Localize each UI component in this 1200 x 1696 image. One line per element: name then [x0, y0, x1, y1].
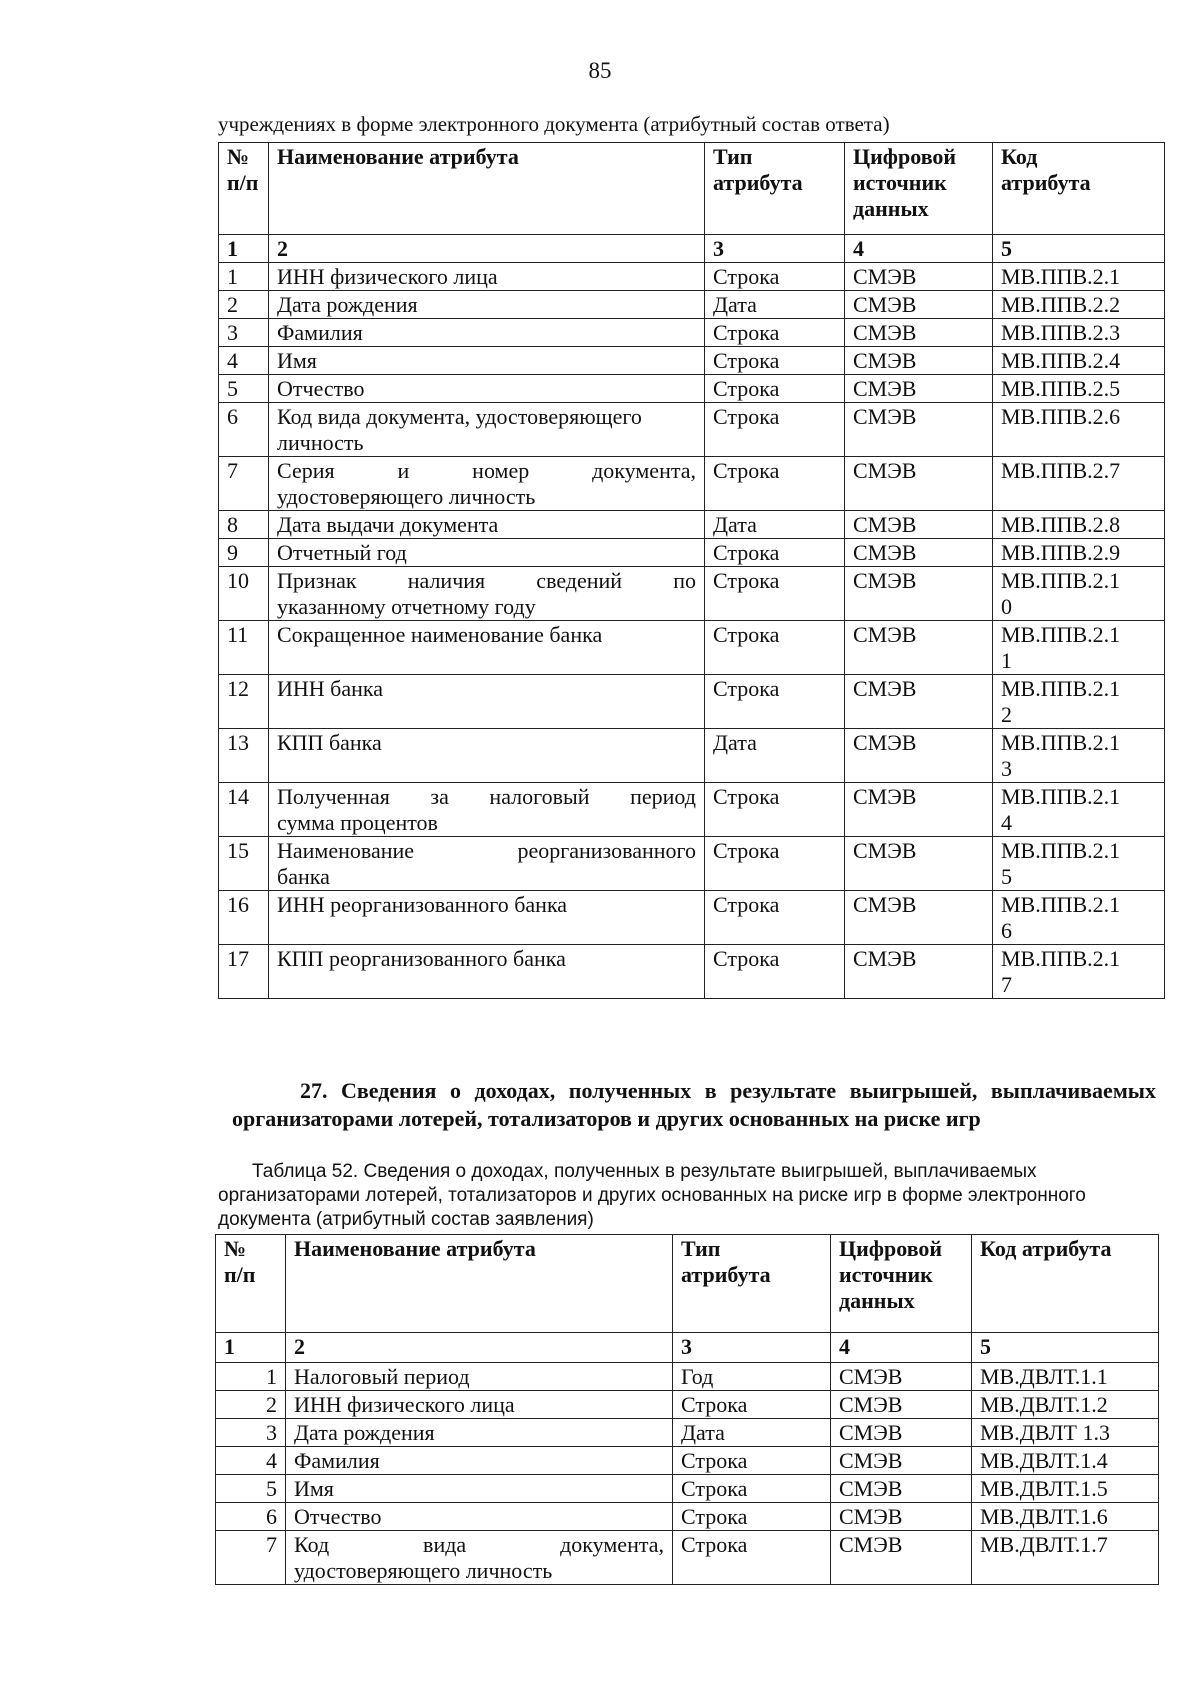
cell-code: МВ.ППВ.2.1 7 — [993, 945, 1165, 999]
header-name: Наименование атрибута — [269, 143, 705, 235]
cell-no: 7 — [216, 1531, 286, 1585]
cell-source: СМЭВ — [845, 511, 993, 539]
cell-code: МВ.ППВ.2.1 2 — [993, 675, 1165, 729]
table-row — [219, 837, 1165, 891]
table-52-caption: Таблица 52. Сведения о доходах, полученных в результате выигрышей, выплачиваемых организаторами лотерей, тотализаторов и других основанных на риске игр в форме электронного документа (атрибутный состав заявления) — [218, 1161, 1086, 1230]
cell-code: МВ.ДВЛТ.1.4 — [972, 1447, 1159, 1475]
header-no: № п/п — [219, 143, 269, 235]
table-row — [219, 891, 1165, 945]
table-row — [216, 1531, 1159, 1585]
table-row — [216, 1503, 1159, 1531]
cell-code: МВ.ДВЛТ.1.6 — [972, 1503, 1159, 1531]
table-row — [216, 1391, 1159, 1419]
cell-name: ИНН банка — [269, 675, 705, 729]
cell-type: Строка — [705, 457, 845, 511]
cell-no: 3 — [216, 1419, 286, 1447]
table-caption-continued: учреждениях в форме электронного документа (атрибутный состав ответа) — [218, 112, 890, 136]
cell-source: СМЭВ — [845, 347, 993, 375]
col-number: 1 — [219, 235, 269, 263]
attributes-table-response — [218, 142, 1165, 999]
col-number: 3 — [673, 1333, 831, 1363]
table-row — [219, 511, 1165, 539]
col-number: 5 — [972, 1333, 1159, 1363]
table-header-row — [219, 143, 1165, 235]
cell-name: Отчество — [269, 375, 705, 403]
cell-source: СМЭВ — [845, 567, 993, 621]
table-row — [219, 347, 1165, 375]
cell-source: СМЭВ — [831, 1419, 972, 1447]
table-row — [216, 1363, 1159, 1391]
cell-no: 1 — [219, 263, 269, 291]
cell-name: Имя — [269, 347, 705, 375]
cell-name: Фамилия — [269, 319, 705, 347]
cell-source: СМЭВ — [845, 729, 993, 783]
cell-name: Сокращенное наименование банка — [269, 621, 705, 675]
table-row — [219, 263, 1165, 291]
cell-source: СМЭВ — [831, 1503, 972, 1531]
cell-type: Дата — [705, 729, 845, 783]
cell-no: 3 — [219, 319, 269, 347]
cell-type: Строка — [705, 347, 845, 375]
cell-code: МВ.ППВ.2.1 0 — [993, 567, 1165, 621]
cell-code: МВ.ППВ.2.1 3 — [993, 729, 1165, 783]
table-header-row — [216, 1235, 1159, 1333]
cell-code: МВ.ППВ.2.8 — [993, 511, 1165, 539]
cell-type: Строка — [673, 1531, 831, 1585]
cell-type: Строка — [705, 539, 845, 567]
cell-name: Дата рождения — [286, 1419, 673, 1447]
cell-code: МВ.ППВ.2.1 4 — [993, 783, 1165, 837]
cell-name: Полученная за налоговый период сумма процентов — [269, 783, 705, 837]
header-source: Цифровой источник данных — [831, 1235, 972, 1333]
cell-type: Строка — [705, 837, 845, 891]
col-number: 5 — [993, 235, 1165, 263]
cell-type: Строка — [705, 621, 845, 675]
column-number-row — [216, 1333, 1159, 1363]
cell-type: Строка — [673, 1503, 831, 1531]
cell-name: Признак наличия сведений по указанному отчетному году — [269, 567, 705, 621]
cell-name: Имя — [286, 1475, 673, 1503]
cell-type: Дата — [705, 511, 845, 539]
col-number: 4 — [831, 1333, 972, 1363]
col-number: 3 — [705, 235, 845, 263]
header-name: Наименование атрибута — [286, 1235, 673, 1333]
cell-source: СМЭВ — [845, 457, 993, 511]
cell-type: Строка — [705, 567, 845, 621]
header-no: № п/п — [216, 1235, 286, 1333]
cell-source: СМЭВ — [831, 1447, 972, 1475]
attributes-table-application — [215, 1234, 1159, 1585]
cell-source: СМЭВ — [845, 403, 993, 457]
cell-code: МВ.ППВ.2.1 1 — [993, 621, 1165, 675]
cell-name: Налоговый период — [286, 1363, 673, 1391]
cell-code: МВ.ППВ.2.6 — [993, 403, 1165, 457]
table-row — [219, 621, 1165, 675]
cell-no: 17 — [219, 945, 269, 999]
cell-name: Наименование реорганизованного банка — [269, 837, 705, 891]
cell-type: Строка — [705, 891, 845, 945]
table-row — [219, 567, 1165, 621]
cell-source: СМЭВ — [831, 1391, 972, 1419]
cell-type: Строка — [673, 1475, 831, 1503]
cell-type: Строка — [705, 319, 845, 347]
cell-source: СМЭВ — [845, 539, 993, 567]
header-type: Тип атрибута — [673, 1235, 831, 1333]
cell-no: 12 — [219, 675, 269, 729]
cell-no: 4 — [219, 347, 269, 375]
cell-type: Дата — [705, 291, 845, 319]
cell-source: СМЭВ — [845, 621, 993, 675]
table-row — [216, 1475, 1159, 1503]
cell-type: Строка — [705, 783, 845, 837]
cell-source: СМЭВ — [845, 263, 993, 291]
section-27-heading: 27. Сведения о доходах, полученных в результате выигрышей, выплачиваемых организаторами лотерей, тотализаторов и других основанных на риске игр — [232, 1078, 1156, 1131]
cell-source: СМЭВ — [845, 319, 993, 347]
cell-no: 10 — [219, 567, 269, 621]
table-row — [219, 675, 1165, 729]
cell-type: Год — [673, 1363, 831, 1391]
cell-no: 2 — [219, 291, 269, 319]
cell-source: СМЭВ — [831, 1363, 972, 1391]
cell-name: Фамилия — [286, 1447, 673, 1475]
cell-code: МВ.ДВЛТ.1.7 — [972, 1531, 1159, 1585]
cell-source: СМЭВ — [831, 1475, 972, 1503]
cell-type: Дата — [673, 1419, 831, 1447]
cell-code: МВ.ППВ.2.7 — [993, 457, 1165, 511]
table-row — [219, 319, 1165, 347]
table-row — [219, 457, 1165, 511]
cell-source: СМЭВ — [845, 891, 993, 945]
col-number: 2 — [269, 235, 705, 263]
cell-source: СМЭВ — [845, 291, 993, 319]
cell-no: 1 — [216, 1363, 286, 1391]
cell-no: 5 — [216, 1475, 286, 1503]
col-number: 4 — [845, 235, 993, 263]
cell-no: 15 — [219, 837, 269, 891]
table-row — [219, 403, 1165, 457]
header-code: Код атрибута — [972, 1235, 1159, 1333]
cell-type: Строка — [705, 675, 845, 729]
cell-no: 7 — [219, 457, 269, 511]
cell-code: МВ.ППВ.2.4 — [993, 347, 1165, 375]
cell-no: 14 — [219, 783, 269, 837]
cell-name: ИНН физического лица — [286, 1391, 673, 1419]
table-row — [219, 945, 1165, 999]
cell-no: 6 — [219, 403, 269, 457]
cell-name: КПП банка — [269, 729, 705, 783]
cell-source: СМЭВ — [845, 783, 993, 837]
cell-name: Дата выдачи документа — [269, 511, 705, 539]
cell-name: Отчество — [286, 1503, 673, 1531]
header-source: Цифровой источник данных — [845, 143, 993, 235]
table-row — [219, 291, 1165, 319]
table-row — [216, 1419, 1159, 1447]
cell-no: 11 — [219, 621, 269, 675]
cell-code: МВ.ДВЛТ.1.5 — [972, 1475, 1159, 1503]
header-code: Код атрибута — [993, 143, 1165, 235]
table-row — [219, 783, 1165, 837]
header-type: Тип атрибута — [705, 143, 845, 235]
table-row — [219, 729, 1165, 783]
cell-code: МВ.ППВ.2.9 — [993, 539, 1165, 567]
cell-type: Строка — [673, 1391, 831, 1419]
cell-code: МВ.ДВЛТ.1.1 — [972, 1363, 1159, 1391]
cell-type: Строка — [705, 375, 845, 403]
cell-code: МВ.ППВ.2.1 6 — [993, 891, 1165, 945]
cell-code: МВ.ППВ.2.3 — [993, 319, 1165, 347]
cell-source: СМЭВ — [845, 375, 993, 403]
cell-source: СМЭВ — [845, 675, 993, 729]
cell-no: 4 — [216, 1447, 286, 1475]
cell-type: Строка — [673, 1447, 831, 1475]
cell-name: ИНН реорганизованного банка — [269, 891, 705, 945]
cell-code: МВ.ДВЛТ 1.3 — [972, 1419, 1159, 1447]
cell-no: 13 — [219, 729, 269, 783]
cell-no: 2 — [216, 1391, 286, 1419]
cell-source: СМЭВ — [831, 1531, 972, 1585]
cell-name: Код вида документа, удостоверяющего личность — [286, 1531, 673, 1585]
cell-type: Строка — [705, 403, 845, 457]
cell-no: 16 — [219, 891, 269, 945]
cell-name: КПП реорганизованного банка — [269, 945, 705, 999]
cell-code: МВ.ППВ.2.1 5 — [993, 837, 1165, 891]
col-number: 1 — [216, 1333, 286, 1363]
cell-type: Строка — [705, 945, 845, 999]
cell-name: Отчетный год — [269, 539, 705, 567]
cell-no: 6 — [216, 1503, 286, 1531]
column-number-row — [219, 235, 1165, 263]
cell-no: 5 — [219, 375, 269, 403]
cell-code: МВ.ППВ.2.5 — [993, 375, 1165, 403]
cell-no: 9 — [219, 539, 269, 567]
cell-name: Код вида документа, удостоверяющего личность — [269, 403, 705, 457]
page-number: 85 — [588, 58, 612, 83]
cell-code: МВ.ППВ.2.2 — [993, 291, 1165, 319]
cell-source: СМЭВ — [845, 837, 993, 891]
cell-name: Дата рождения — [269, 291, 705, 319]
table-row — [216, 1447, 1159, 1475]
cell-name: Серия и номер документа, удостоверяющего личность — [269, 457, 705, 511]
col-number: 2 — [286, 1333, 673, 1363]
cell-code: МВ.ДВЛТ.1.2 — [972, 1391, 1159, 1419]
table-row — [219, 539, 1165, 567]
cell-no: 8 — [219, 511, 269, 539]
cell-type: Строка — [705, 263, 845, 291]
cell-source: СМЭВ — [845, 945, 993, 999]
cell-name: ИНН физического лица — [269, 263, 705, 291]
table-row — [219, 375, 1165, 403]
cell-code: МВ.ППВ.2.1 — [993, 263, 1165, 291]
